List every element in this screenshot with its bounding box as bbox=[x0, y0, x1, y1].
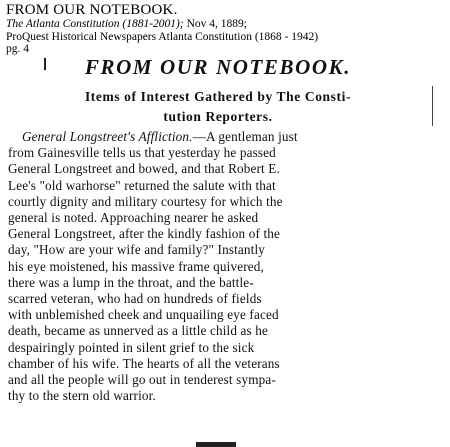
article-line: courtly dignity and military courtesy for which the bbox=[8, 193, 283, 209]
citation-source: The Atlanta Constitution (1881-2001); bbox=[6, 18, 184, 30]
column-side-rule bbox=[432, 86, 433, 126]
article-body bbox=[8, 129, 428, 404]
article-line: General Longstreet, after the kindly fashion of the bbox=[8, 226, 281, 242]
citation-source-line bbox=[6, 18, 446, 31]
article-line: scarred veteran, who had on hundreds of fields bbox=[8, 291, 262, 307]
article-line: chamber of his wife. The hearts of all the veterans bbox=[8, 355, 280, 371]
article-line: day, "How are your wife and family?" Instantly bbox=[8, 242, 266, 258]
article-subhead-line-2: tution Reporters. bbox=[163, 109, 273, 124]
article-headline: FROM OUR NOTEBOOK. bbox=[84, 55, 352, 79]
citation-date: Nov 4, 1889; bbox=[183, 18, 247, 30]
citation-page: pg. 4 bbox=[6, 43, 29, 55]
article-line: and all the people will go out in tenderest sympa- bbox=[8, 372, 276, 388]
article-line: his eye moistened, his massive frame quivered, bbox=[8, 258, 264, 274]
citation-title: FROM OUR NOTEBOOK. bbox=[6, 2, 178, 18]
newspaper-clipping bbox=[8, 55, 428, 404]
article-line: there was a lump in the throat, and the battle- bbox=[8, 274, 254, 290]
article-line: general is noted. Approaching nearer he asked bbox=[8, 210, 259, 226]
citation-database: ProQuest Historical Newspapers Atlanta Constitution (1868 - 1942) bbox=[6, 30, 319, 43]
column-end-rule bbox=[196, 442, 236, 447]
article-line: death, became as unnerved as a little child as he bbox=[8, 323, 269, 339]
article-lede: General Longstreet's Affliction. bbox=[22, 129, 193, 144]
article-line: Lee's "old warhorse" returned the salute with that bbox=[8, 177, 276, 193]
article-subhead-line-1: Items of Interest Gathered by The Consti- bbox=[84, 89, 352, 104]
article-line: General Longstreet and bowed, and that Robert E. bbox=[8, 161, 280, 177]
article-line: despairingly pointed in silent grief to the sick bbox=[8, 339, 255, 355]
article-first-line bbox=[8, 129, 428, 145]
article-line: from Gainesville tells us that yesterday he passed bbox=[8, 145, 276, 161]
article-line: with unblemished cheek and unquailing eye faced bbox=[8, 307, 279, 323]
article-lede-rest: —A gentleman just bbox=[192, 129, 298, 144]
citation-block bbox=[6, 2, 446, 56]
article-line: thy to the stern old warrior. bbox=[8, 388, 156, 404]
